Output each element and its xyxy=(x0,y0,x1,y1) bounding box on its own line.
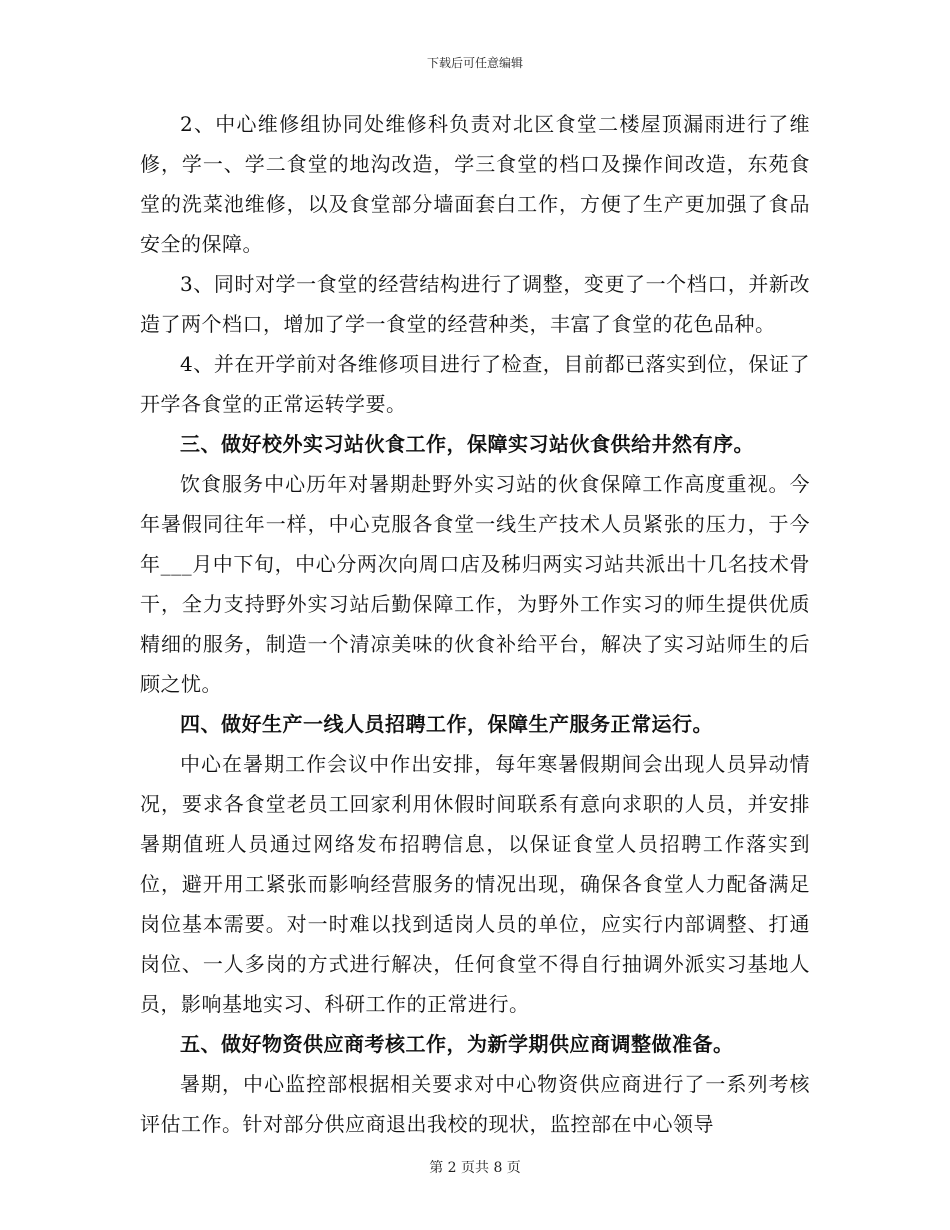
paragraph-field-station-catering: 饮食服务中心历年对暑期赴野外实习站的伙食保障工作高度重视。今年暑假同往年一样，中心克服各食堂一线生产技术人员紧张的压力，于今年___月中下旬，中心分两次向周口店及秭归两实习站共派出十几名技术骨干，全力支持野外实习站后勤保障工作，为野外工作实习的师生提供优质精细的服务，制造一个清凉美味的伙食补给平台，解决了实习站师生的后顾之忧。 xyxy=(140,472,810,696)
document-body xyxy=(140,104,810,1144)
page-header: 下载后可任意编辑 xyxy=(426,56,523,70)
paragraph-supplier-assessment: 暑期，中心监控部根据相关要求对中心物资供应商进行了一系列考核评估工作。针对部分供应商退出我校的现状，监控部在中心领导 xyxy=(140,1072,810,1136)
paragraph-maintenance-item-3: 3、同时对学一食堂的经营结构进行了调整，变更了一个档口，并新改造了两个档口，增加了学一食堂的经营种类，丰富了食堂的花色品种。 xyxy=(140,272,810,336)
paragraph-staff-recruitment: 中心在暑期工作会议中作出安排，每年寒暑假期间会出现人员异动情况，要求各食堂老员工回家利用休假时间联系有意向求职的人员，并安排暑期值班人员通过网络发布招聘信息，以保证食堂人员招聘工作落实到位，避开用工紧张而影响经营服务的情况出现，确保各食堂人力配备满足岗位基本需要。对一时难以找到适岗人员的单位，应实行内部调整、打通岗位、一人多岗的方式进行解决，任何食堂不得自行抽调外派实习基地人员，影响基地实习、科研工作的正常进行。 xyxy=(140,752,810,1016)
page-footer: 第 2 页共 8 页 xyxy=(429,1160,521,1176)
paragraph-maintenance-item-4: 4、并在开学前对各维修项目进行了检查，目前都已落实到位，保证了开学各食堂的正常运转学要。 xyxy=(140,352,810,416)
section-heading-5: 五、做好物资供应商考核工作，为新学期供应商调整做准备。 xyxy=(180,1032,734,1056)
section-heading-3: 三、做好校外实习站伙食工作，保障实习站伙食供给井然有序。 xyxy=(180,432,754,456)
paragraph-maintenance-item-2: 2、中心维修组协同处维修科负责对北区食堂二楼屋顶漏雨进行了维修，学一、学二食堂的地沟改造，学三食堂的档口及操作间改造，东苑食堂的洗菜池维修，以及食堂部分墙面套白工作，方便了生产更加强了食品安全的保障。 xyxy=(140,112,810,256)
section-heading-4: 四、做好生产一线人员招聘工作，保障生产服务正常运行。 xyxy=(180,712,713,736)
